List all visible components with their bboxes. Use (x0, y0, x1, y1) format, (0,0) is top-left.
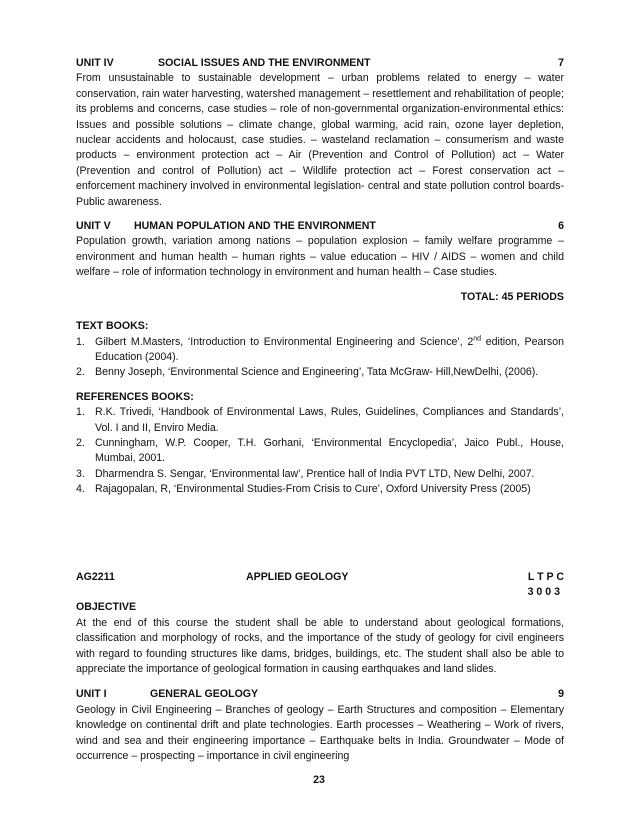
list-item: 1. R.K. Trivedi, ‘Handbook of Environmental Laws, Rules, Guidelines, Compliances and Standards’, Vol. I and II, Enviro Media. (76, 406, 564, 434)
page-number: 23 (313, 774, 325, 786)
reference-books-list (76, 405, 564, 497)
list-item: 4. Rajagopalan, R, ‘Environmental Studies-From Crisis to Cure’, Oxford University Press (2005) (76, 483, 531, 496)
unit-v-text: Population growth, variation among nations – population explosion – family welfare programme – environment and human health – human rights – value education – HIV / AIDS – women and child welfare – role of information technology in environment and human health – Case studies. (76, 235, 564, 279)
objective-heading: OBJECTIVE (76, 601, 137, 614)
unit-title: GENERAL GEOLOGY (150, 688, 259, 701)
text-books-heading: TEXT BOOKS: (76, 320, 149, 333)
course-code: AG2211 (76, 570, 115, 583)
unit-periods: 7 (558, 57, 564, 69)
unit-iv-heading (76, 56, 564, 71)
course-heading (76, 570, 564, 585)
course-title: APPLIED GEOLOGY (246, 570, 349, 583)
unit-i-text: Geology in Civil Engineering – Branches of geology – Earth Structures and composition – Elementary knowledge on continental drift and plate technologies. Earth processes – Weathering – Work of rivers, wind and sea and their engineering importance – Earthquake belts in India. Groundwater – Mode of occurrence – prospecting – importance in civil engineering (76, 703, 564, 763)
unit-title: HUMAN POPULATION AND THE ENVIRONMENT (134, 220, 376, 233)
list-item: 2. Cunningham, W.P. Cooper, T.H. Gorhani, ‘Environmental Encyclopedia’, Jaico Publ., House, Mumbai, 2001. (76, 436, 564, 465)
list-item: 2. Benny Joseph, ‘Environmental Science and Engineering’, Tata McGraw- Hill,NewDelhi, (2006). (76, 366, 539, 379)
list-item: 1. Gilbert M.Masters, ‘Introduction to Environmental Engineering and Science’, 2nd edition, Pearson Education (2004). (76, 334, 564, 363)
unit-iv-text: From unsustainable to sustainable development – urban problems related to energy – water conservation, rain water harvesting, watershed management – resettlement and rehabilitation of people; its problems and concerns, case studies – role of non-governmental organization-environmental ethics: Issues and possible solutions – climate change, global warming, acid rain, ozone layer depletion, nuclear accidents and holocaust, case studies. – wasteland reclamation – consumerism and waste products – environment protection act – Air (Prevention and Control of Pollution) act – Water (Prevention and control of Pollution) act – Wildlife protection act – Forest conservation act – enforcement machinery involved in environmental legislation- central and state pollution control boards- Public awareness. (76, 72, 564, 208)
course-ltpc-label: L T P C (527, 570, 564, 583)
list-item: 3. Dharmendra S. Sengar, ‘Environmental law’, Prentice hall of India PVT LTD, New Delhi, 2007. (76, 467, 535, 480)
unit-code: UNIT IV (76, 57, 114, 69)
unit-v-heading (76, 219, 564, 234)
reference-books-heading: REFERENCES BOOKS: (76, 390, 194, 403)
unit-periods: 6 (558, 220, 564, 233)
unit-title: SOCIAL ISSUES AND THE ENVIRONMENT (158, 57, 371, 69)
course-ltpc-values: 3 0 0 3 (527, 585, 560, 598)
unit-periods: 9 (558, 688, 564, 701)
text-books-list (76, 335, 564, 381)
unit-code: UNIT V (76, 220, 111, 233)
total-periods: TOTAL: 45 PERIODS (460, 290, 564, 303)
unit-i-heading (76, 687, 564, 702)
unit-code: UNIT I (76, 688, 107, 701)
objective-text: At the end of this course the student shall be able to understand about geological formations, classification and morphology of rocks, and the importance of the study of geology for civil engineers with regard to founding structures like dams, bridges, buildings, etc. The student shall also be able to appreciate the importance of geological formation in causing earthquakes and land slides. (76, 616, 564, 675)
document-page (76, 56, 564, 764)
